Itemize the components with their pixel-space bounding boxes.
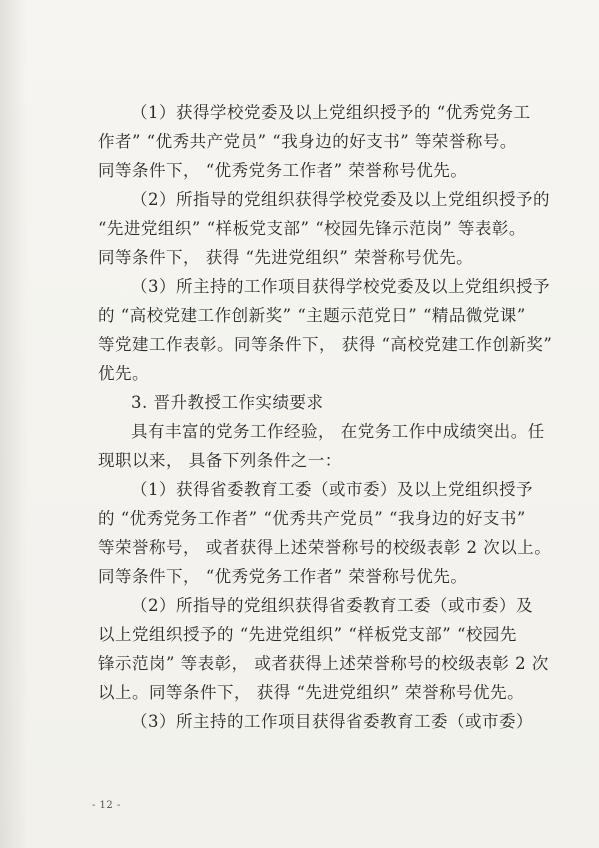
- text-line: 同等条件下， “优秀党务工作者” 荣誉称号优先。: [98, 161, 468, 180]
- text-line: 具有丰富的党务工作经验， 在党务工作中成绩突出。任: [131, 422, 545, 441]
- page-number: - 12 -: [92, 800, 121, 811]
- text-line: 锋示范岗” 等表彰， 或者获得上述荣誉称号的校级表彰 2 次: [98, 654, 549, 673]
- text-line: 同等条件下， “优秀党务工作者” 荣誉称号优先。: [98, 567, 468, 586]
- text-line: 的 “优秀党务工作者” “优秀共产党员” “我身边的好支书”: [98, 509, 526, 528]
- text-line: （3）所主持的工作项目获得学校党委及以上党组织授予: [131, 277, 550, 296]
- text-line: 现职以来， 具备下列条件之一：: [98, 451, 342, 470]
- section-heading: 3. 晋升教授工作实绩要求: [131, 393, 324, 412]
- text-line: （3）所主持的工作项目获得省委教育工委（或市委）: [131, 712, 533, 731]
- text-line: 的 “高校党建工作创新奖” “主题示范党日” “精品微党课”: [98, 306, 526, 325]
- text-line: 同等条件下， 获得 “先进党组织” 荣誉称号优先。: [98, 248, 474, 267]
- text-line: 等党建工作表彰。同等条件下， 获得 “高校党建工作创新奖”: [98, 335, 553, 354]
- text-line: 等荣誉称号， 或者获得上述荣誉称号的校级表彰 2 次以上。: [98, 538, 552, 557]
- text-line: 作者” “优秀共产党员” “我身边的好支书” 等荣誉称号。: [98, 132, 517, 151]
- text-line: （2）所指导的党组织获得省委教育工委（或市委）及: [131, 596, 533, 615]
- text-line: “先进党组织” “样板党支部” “校园先锋示范岗” 等表彰。: [98, 219, 526, 238]
- text-line: （1）获得省委教育工委（或市委）及以上党组织授予: [131, 480, 533, 499]
- text-line: 以上。同等条件下， 获得 “先进党组织” 荣誉称号优先。: [98, 683, 525, 702]
- text-line: （2）所指导的党组织获得学校党委及以上党组织授予的: [131, 190, 550, 209]
- text-line: 以上党组织授予的 “先进党组织” “样板党支部” “校园先: [98, 625, 517, 644]
- text-line: （1）获得学校党委及以上党组织授予的 “优秀党务工: [131, 103, 531, 122]
- scan-edge-shadow: [0, 0, 28, 848]
- document-body: [98, 100, 553, 738]
- text-line: 优先。: [98, 364, 149, 383]
